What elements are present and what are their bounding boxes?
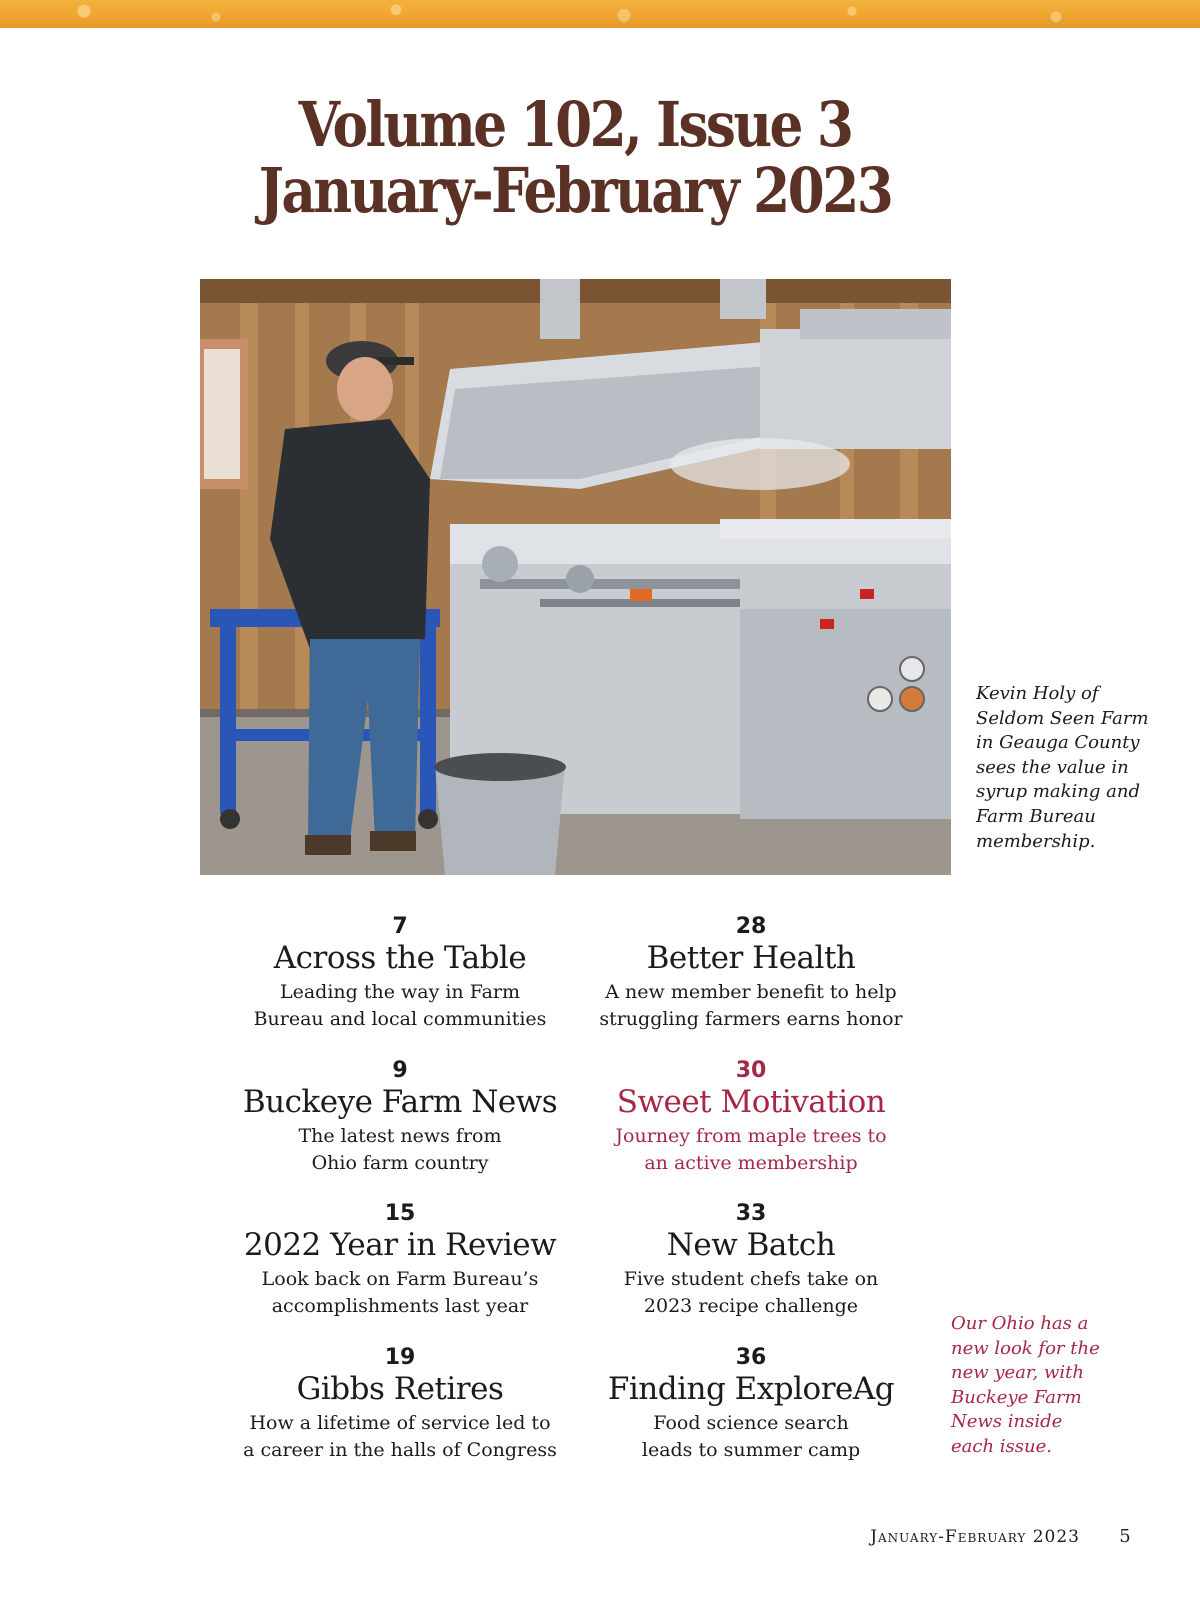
toc-title: Buckeye Farm News — [242, 1084, 558, 1120]
toc-entry[interactable] — [220, 1058, 580, 1176]
issue-volume: Volume 102, Issue 3 — [298, 88, 852, 161]
issue-date: January-February 2023 — [258, 154, 892, 227]
sidebar-note: Our Ohio has a new look for the new year, with Buckeye Farm News inside each issue. — [951, 1313, 1100, 1457]
toc-description: The latest news from Ohio farm country — [298, 1125, 502, 1174]
toc-page-number: 9 — [392, 1058, 408, 1083]
toc-page-number: 30 — [735, 1058, 767, 1083]
toc-title: Sweet Motivation — [616, 1084, 886, 1120]
toc-entry-featured[interactable] — [571, 1058, 931, 1176]
toc-page-number: 36 — [735, 1345, 767, 1370]
toc-entry[interactable] — [571, 914, 931, 1032]
toc-description: A new member benefit to help struggling farmers earns honor — [599, 981, 903, 1030]
toc-entry[interactable] — [571, 1201, 931, 1319]
toc-page-number: 28 — [735, 914, 767, 939]
toc-description: Look back on Farm Bureau’s accomplishments last year — [261, 1268, 539, 1317]
toc-page-number: 7 — [392, 914, 408, 939]
toc-title: Across the Table — [273, 940, 527, 976]
toc-title: Better Health — [646, 940, 856, 976]
footer-issue-date: January-February 2023 — [870, 1527, 1080, 1547]
toc-entry[interactable] — [220, 914, 580, 1032]
sugarhouse-photo-illustration — [200, 279, 951, 875]
toc-entry[interactable] — [220, 1201, 580, 1319]
issue-title — [0, 88, 1150, 227]
toc-entry[interactable] — [220, 1345, 580, 1463]
toc-description: Five student chefs take on 2023 recipe challenge — [623, 1268, 879, 1317]
top-color-band — [0, 0, 1200, 28]
cover-photo — [200, 279, 951, 875]
toc-page-number: 33 — [735, 1201, 767, 1226]
photo-caption: Kevin Holy of Seldom Seen Farm in Geauga County sees the value in syrup making and Farm Bureau membership. — [976, 683, 1149, 852]
toc-page-number: 19 — [384, 1345, 416, 1370]
page-number: 5 — [1119, 1526, 1131, 1547]
toc-page-number: 15 — [384, 1201, 416, 1226]
toc-title: New Batch — [666, 1227, 836, 1263]
toc-title: 2022 Year in Review — [243, 1227, 557, 1263]
toc-description: Journey from maple trees to an active membership — [615, 1125, 887, 1174]
toc-description: Leading the way in Farm Bureau and local communities — [253, 981, 547, 1030]
toc-description: Food science search leads to summer camp — [641, 1412, 861, 1461]
toc-description: How a lifetime of service led to a career in the halls of Congress — [243, 1412, 557, 1461]
toc-title: Finding ExploreAg — [607, 1371, 895, 1407]
toc-title: Gibbs Retires — [296, 1371, 504, 1407]
toc-entry[interactable] — [571, 1345, 931, 1463]
